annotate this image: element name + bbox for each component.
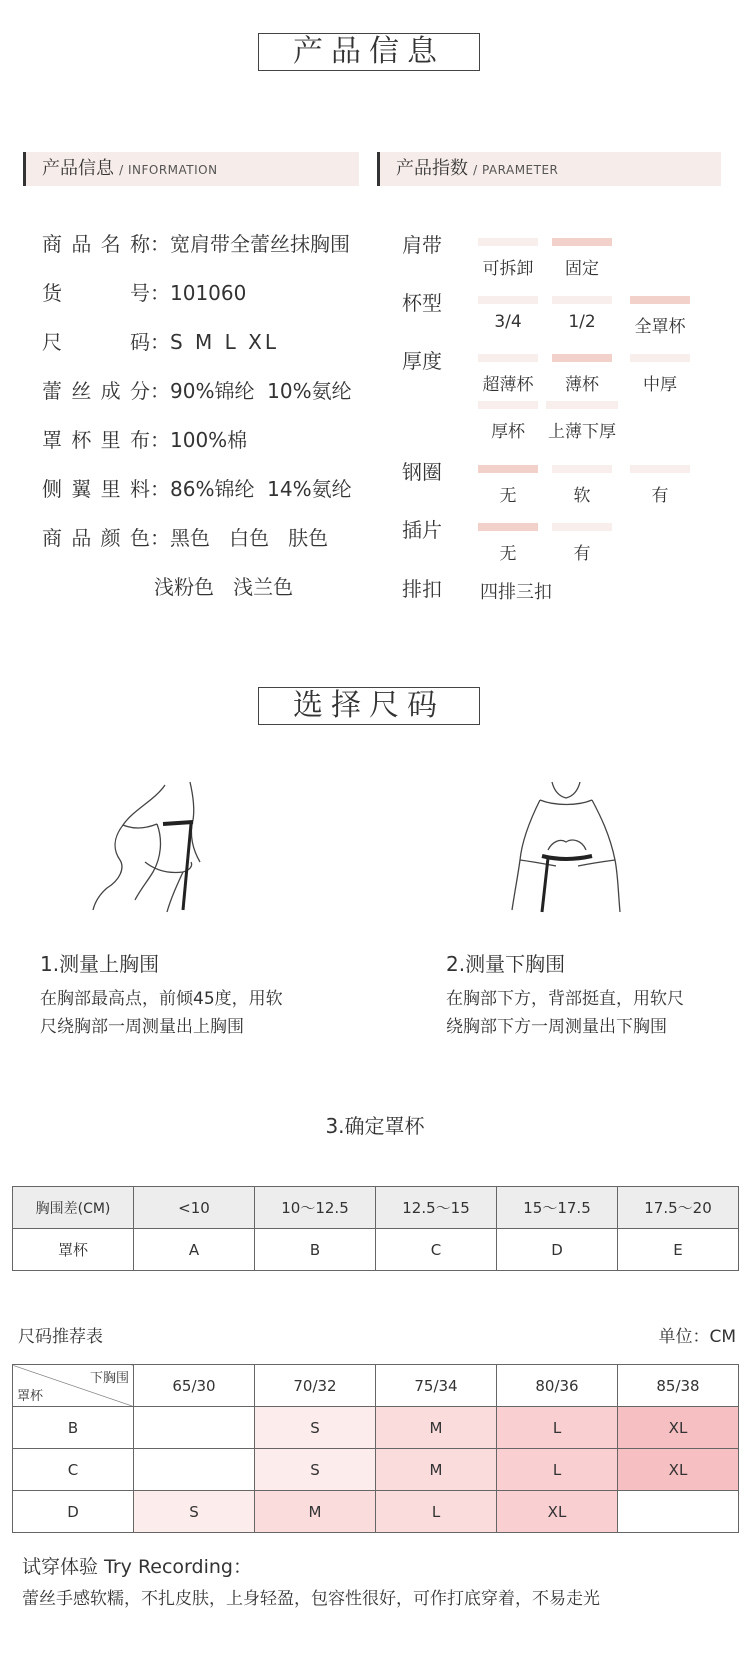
- hooks-value: 四排三扣: [480, 582, 552, 603]
- cup-table-row: [13, 1229, 739, 1271]
- info-row-size: 尺码：S M L XL: [42, 330, 280, 354]
- info-row-lace: 蕾丝成分：90%锦纶 10%氨纶: [42, 379, 352, 403]
- cup-option-34: 3/4: [478, 296, 538, 332]
- corner-top-label: 下胸围: [89, 1371, 129, 1386]
- step2-desc: 在胸部下方，背部挺直，用软尺 绕胸部下方一周测量出下胸围: [446, 989, 684, 1037]
- param-cup-label: 杯型: [402, 291, 442, 315]
- rec-table-header: 85/38: [618, 1365, 739, 1407]
- insert-option-yes: 有: [552, 523, 612, 564]
- cup-table-cell: 15〜17.5: [497, 1187, 618, 1229]
- rec-cell: [618, 1491, 739, 1533]
- rec-table-header: 65/30: [134, 1365, 255, 1407]
- rec-table-unit: 单位：CM: [658, 1327, 736, 1347]
- param-section-cn: 产品指数: [396, 158, 468, 179]
- cup-table-cell: C: [376, 1229, 497, 1271]
- rec-table-header: 70/32: [255, 1365, 376, 1407]
- cup-table-row: [13, 1187, 739, 1229]
- rec-cell: S: [134, 1491, 255, 1533]
- rec-cell: [134, 1449, 255, 1491]
- rec-cell: S: [255, 1407, 376, 1449]
- try-text: 蕾丝手感软糯，不扎皮肤，上身轻盈，包容性很好，可作打底穿着，不易走光: [22, 1589, 600, 1609]
- rec-table-header: 80/36: [497, 1365, 618, 1407]
- info-row-name: 商品名称：宽肩带全蕾丝抹胸围: [42, 232, 350, 256]
- corner-bottom-label: 罩杯: [17, 1389, 44, 1404]
- info-row-lining: 罩杯里布：100%棉: [42, 428, 248, 452]
- param-thickness-label: 厚度: [402, 349, 442, 373]
- cup-table-cell: D: [497, 1229, 618, 1271]
- product-info-title: 产品信息: [258, 33, 480, 71]
- rec-cell: L: [376, 1491, 497, 1533]
- size-title: 选择尺码: [258, 687, 480, 725]
- info-row-color2: 浅粉色 浅兰色: [154, 575, 294, 599]
- rec-cell: XL: [618, 1407, 739, 1449]
- param-section-header: [377, 152, 721, 186]
- strap-option-fixed: 固定: [552, 238, 612, 279]
- cup-table-cell: E: [618, 1229, 739, 1271]
- rec-cell: M: [376, 1449, 497, 1491]
- info-section-header: [23, 152, 359, 186]
- param-strap-label: 肩带: [402, 233, 442, 257]
- rec-cup-label: D: [13, 1491, 134, 1533]
- wire-option-soft: 软: [552, 465, 612, 506]
- rec-table-row: [13, 1407, 739, 1449]
- cup-table: [12, 1186, 739, 1271]
- info-row-sku: 货号：101060: [42, 281, 247, 305]
- rec-table: [12, 1364, 739, 1533]
- info-row-color: 商品颜色：黑色 白色 肤色: [42, 526, 329, 550]
- rec-cell: XL: [618, 1449, 739, 1491]
- rec-cell: L: [497, 1407, 618, 1449]
- cup-table-cell: 12.5〜15: [376, 1187, 497, 1229]
- rec-cup-label: B: [13, 1407, 134, 1449]
- thickness-option-thick: 厚杯: [478, 401, 538, 442]
- cup-table-cell: 罩杯: [13, 1229, 134, 1271]
- rec-table-corner: [13, 1365, 134, 1407]
- rec-cell: L: [497, 1449, 618, 1491]
- rec-table-header: 75/34: [376, 1365, 497, 1407]
- thickness-option-medium: 中厚: [630, 354, 690, 395]
- info-section-cn: 产品信息: [42, 158, 114, 179]
- measure-upper-bust-illustration: [85, 780, 235, 915]
- thickness-option-ultrathin: 超薄杯: [478, 354, 538, 395]
- rec-cell: M: [376, 1407, 497, 1449]
- wire-option-none: 无: [478, 465, 538, 506]
- rec-table-row: [13, 1449, 739, 1491]
- rec-table-row: [13, 1491, 739, 1533]
- step3-title: 3.确定罩杯: [325, 1114, 425, 1138]
- rec-cell: S: [255, 1449, 376, 1491]
- param-section-en: / PARAMETER: [473, 163, 559, 177]
- param-wire-label: 钢圈: [402, 460, 442, 484]
- step1-title: 1.测量上胸围: [40, 952, 160, 976]
- step2-title: 2.测量下胸围: [446, 952, 566, 976]
- strap-option-removable: 可拆卸: [478, 238, 538, 279]
- rec-cup-label: C: [13, 1449, 134, 1491]
- step1-desc: 在胸部最高点，前倾45度，用软 尺绕胸部一周测量出上胸围: [40, 989, 283, 1037]
- cup-table-cell: 胸围差(CM): [13, 1187, 134, 1229]
- cup-option-12: 1/2: [552, 296, 612, 332]
- param-insert-label: 插片: [402, 518, 442, 542]
- rec-cell: [134, 1407, 255, 1449]
- wire-option-yes: 有: [630, 465, 690, 506]
- cup-table-cell: B: [255, 1229, 376, 1271]
- param-hooks-label: 排扣: [402, 577, 442, 601]
- cup-table-cell: 17.5〜20: [618, 1187, 739, 1229]
- rec-table-header-row: [13, 1365, 739, 1407]
- cup-table-cell: <10: [134, 1187, 255, 1229]
- rec-table-title: 尺码推荐表: [18, 1327, 103, 1347]
- measure-under-bust-illustration: [500, 780, 650, 915]
- info-section-en: / INFORMATION: [119, 163, 218, 177]
- cup-table-cell: 10〜12.5: [255, 1187, 376, 1229]
- thickness-option-thin: 薄杯: [552, 354, 612, 395]
- try-title: 试穿体验 Try Recording：: [22, 1556, 252, 1578]
- rec-cell: M: [255, 1491, 376, 1533]
- info-row-side: 侧翼里料：86%锦纶 14%氨纶: [42, 477, 352, 501]
- insert-option-none: 无: [478, 523, 538, 564]
- cup-table-cell: A: [134, 1229, 255, 1271]
- thickness-option-graded: 上薄下厚: [546, 401, 618, 442]
- cup-option-full: 全罩杯: [630, 296, 690, 337]
- rec-cell: XL: [497, 1491, 618, 1533]
